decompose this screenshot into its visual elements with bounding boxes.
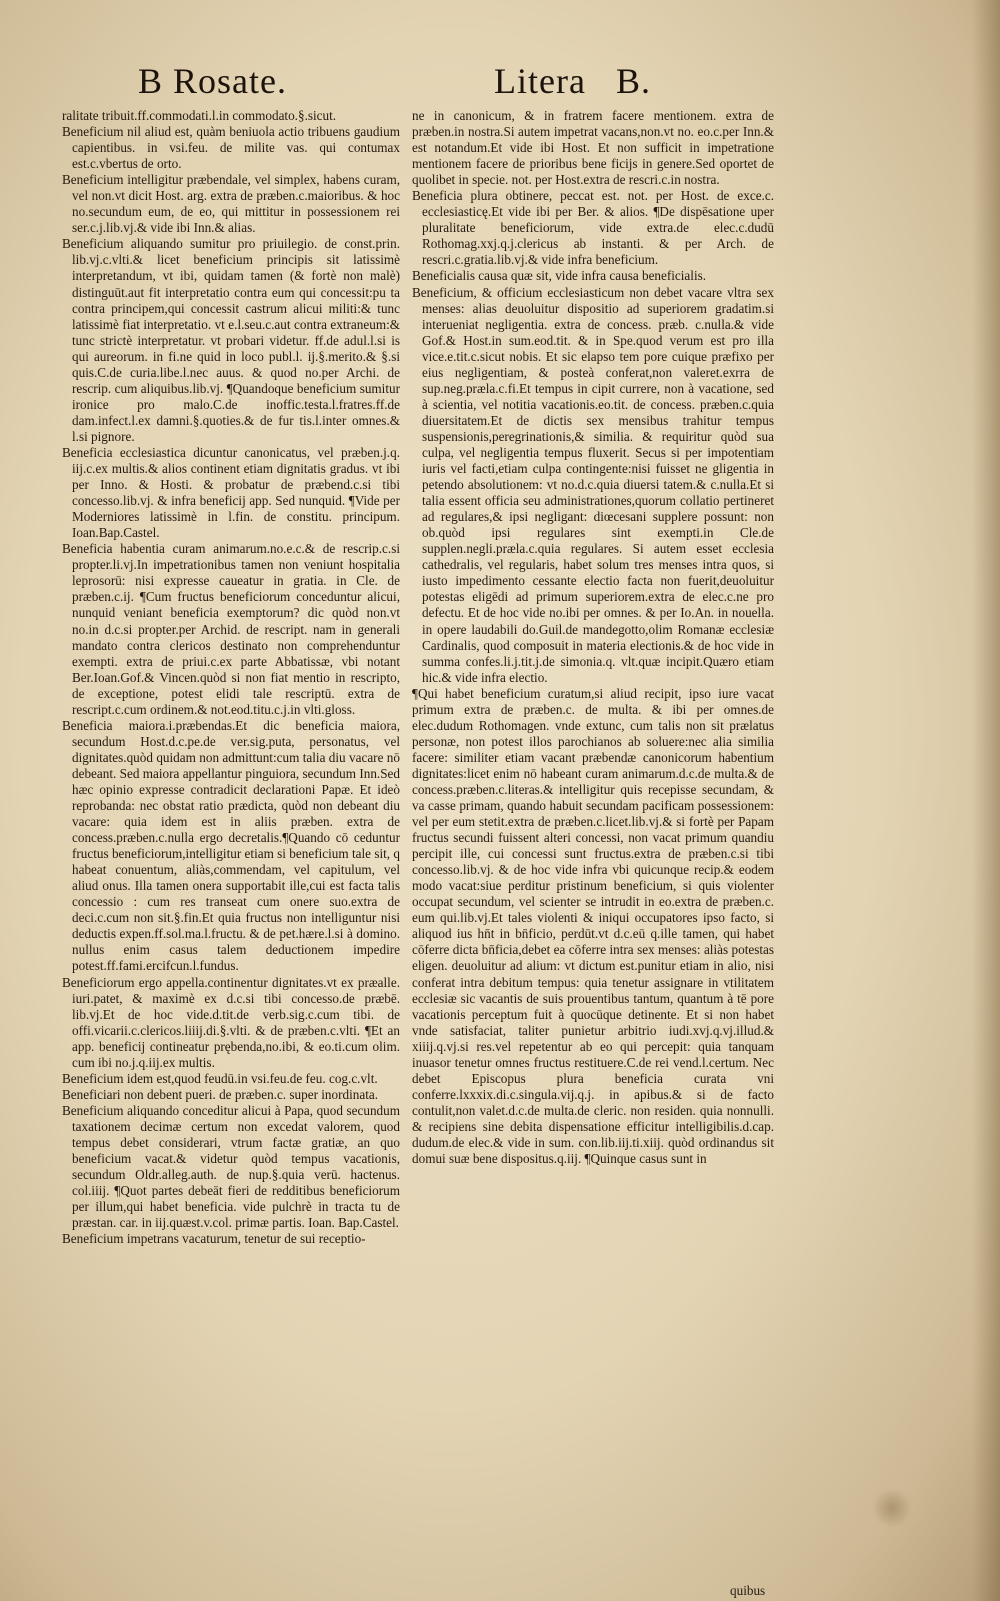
left-entry: Beneficium aliquando conceditur alicui à Papa, quod secundum taxationem decimæ certum non excedat valorem, quod tempus debet considerari, vtrum factæ gratiæ, an quo beneficium vacat.& videtur quòd tempus vacationis, secundum Oldr.alleg.auth. de nup.§.quia verū. hactenus. col.iiij. ¶Quot partes debeāt fieri de redditibus beneficiorum per illum,qui habet beneficia. vide pulchrè in tracta tu de præstan. car. in iij.quæst.v.col. primæ partis. Ioan. Bap.Castel. bbox=[62, 1102, 400, 1231]
left-entry: Beneficiari non debent pueri. de præben.c. super inordinata. bbox=[62, 1086, 379, 1102]
left-entry: Beneficia ecclesiastica dicuntur canonicatus, vel præben.j.q. iij.c.ex multis.& alios continent etiam dignitatis gradus. vt ibi per Inno. & Hosti. & probatur de præbend.c.si tibi concesso.lib.vj. & infra beneficij app. Sed nunquid. ¶Vide per Moderniores latissimè in l.fin. de constitu. principum. Ioan.Bap.Castel. bbox=[62, 444, 400, 541]
running-header bbox=[0, 60, 1000, 104]
right-entry: ne in canonicum, & in fratrem facere mentionem. extra de præben.in nostra.Si autem impetrat vacans,non.vt no. eo.c.per Inn.& est notandum.Et vide ibi Host. Et non sufficit in impetratione mentionem facere de prioribus bene ficijs in genere.Sed oportet de quolibet in specie. not. per Host.extra de rescri.c.in nostra. bbox=[412, 108, 774, 188]
left-entry: Beneficium intelligitur præbendale, vel simplex, habens curam, vel non.vt dicit Host. arg. extra de præben.c.maioribus. & hoc no.secundum eum, de eo, qui mittitur in possessionem rei ser.c.j.lib.vj.& vide ibi Inn.& alias. bbox=[62, 172, 400, 236]
catchword: quibus bbox=[730, 1583, 766, 1598]
left-entry: Beneficia habentia curam animarum.no.e.c.& de rescrip.c.si propter.li.vj.In impetrationibus tamen non veniunt hospitalia leprosorū: nisi expresse caueatur in gratia. in Cle. de præben.c.ij. ¶Cum fructus beneficiorum conceduntur alicui, nunquid veniant beneficia exemptorum? dic quòd non.vt no.in d.c.si propter.per Archid. de rescript. nam in generali mandato contra clericos destinato non comprehenduntur exempti. extra de priui.c.ex parte Abbatissæ, vbi notant Ber.Ioan.Gof.& Vincen.quòd si non fiat mentio in rescripto, de exceptione, potest elidi tale rescriptū. extra de rescript.c.cum ordinem.& not.eod.titu.c.j.in vlti.gloss. bbox=[62, 541, 400, 717]
right-entry: ¶Qui habet beneficium curatum,si aliud recipit, ipso iure vacat primum extra de præben.c. de multa. & ibi per omnes.de elec.dudum Rothomagen. vnde extunc, cum talis non sit prælatus personæ, non potest illos parochianos ab soluere:nec alia similia facere: similiter etiam vacant præbendæ canonicorum habentium dignitates:licet enim nō habeant curam animarum.d.c.de multa.& de concess.præben.c.literas.& intelligitur quis recepisse secundam, & va casse primam, quando habuit secundam pacificam possessionem: vel per eum stetit.extra de præben.c.licet.lib.vj.& si fortè per Papam fructus secundi fuissent alteri concessi, non vacat primum quandiu percipit ille, cui concessi sunt fructus.extra de præben.c.si tibi concesso.lib.vj. & de hoc vide infra vbi quicunque recip.& eodem modo vacat:siue perditur pristinum beneficium, si quis violenter occupat secundum, vel scienter se intrudit in eo.extra de præben.c. eum qui.lib.vj.Et tales violenti & iniqui occupatores ipso facto, si aliquod ius hn̄t in bn̄ficio, perdūt.vt d.c.eū q.ille tamen, qui habet cōferre dicta bn̄ficia,debet ea cōferre intra sex menses: aliàs potestas eligen. deuoluitur ad alium: vt dictum est.punitur etiam in alio, nisi conferat intra debitum tempus: quia tenetur assignare in vtilitatem ecclesiæ sic vacantis de suis prouentibus tantum, quantum à tē pore vacationis perceptum fuit à quocūque detinente. Et si non habet vnde satisfaciat, taliter punietur arbitrio iudi.xvj.q.vj.illud.& xiiij.q.vj.si res.vel repetentur ab eo qui percepit: quia tanquam inuasor tenetur omnes fructus restituere.C.de rei vend.l.certum. Nec debet Episcopus plura beneficia curata vni conferre.lxxxix.di.c.singula.vij.q.j. in apibus.& si de facto contulit,non valet.d.c.de multa.de cleric. non residen. quia nonnulli. & recipiens sine debita dispensatione efficitur intelligibilis.d.cap. dudum.de elec.& vide in sum. con.lib.iij.ti.xiij. quòd ordinandus sit domui suæ bene dispositus.q.iij. ¶Quinque casus sunt in bbox=[412, 685, 774, 1167]
right-column bbox=[412, 108, 774, 1167]
right-entry: Beneficia plura obtinere, peccat est. not. per Host. de exce.c. ecclesiasticę.Et vide ibi per Ber. & alios. ¶De dispēsatione uper pluralitate beneficiorum, vide extra.de elec.c.dudū Rothomag.xxj.q.j.clericus ab instanti. & per Arch. de rescri.c.gratia.lib.vj.& vide infra beneficium. bbox=[412, 188, 774, 268]
left-column bbox=[62, 108, 400, 1247]
left-entry: Beneficia maiora.i.præbendas.Et dic beneficia maiora, secundum Host.d.c.pe.de ver.sig.puta, personatus, vel dignitates.quòd quidam non admittunt:cum talia diu vacare nō debeant. Sed maiora appellantur pinguiora, secundum Inn.Sed hæc opinio expresse contradicit declarationi Papæ. Et ideò reprobanda: nec obstat ratio prædicta, quòd non debeant diu vacare: quia idem est in aliis præben. extra de concess.præben.c.nulla ergo decretalis.¶Quando cō ceduntur fructus beneficiorum,intelligitur etiam si beneficium tale sit, q habeat conuentum, aliàs,commendam, vel capitulum, vel aliud onus. Illa tamen onera supportabit ille,cui est facta talis concessio : cum res transeat cum onere suo.extra de deci.c.cum non sit.§.fin.Et quia fructus non intelliguntur nisi deductis expen.ff.sol.ma.l.fructu. & de pet.hære.l.si à domino. nullus enim casus talem deductionem impedire potest.ff.fami.ercifcun.l.fundus. bbox=[62, 717, 400, 974]
page-edge-shadow bbox=[972, 0, 1000, 1601]
left-entry: Beneficium nil aliud est, quàm beniuola actio tribuens gaudium capientibus. in vsi.feu. de milite vas. qui contumax est.c.vbertus de orto. bbox=[62, 124, 400, 172]
left-entry: Beneficium impetrans vacaturum, tenetur de sui receptio- bbox=[62, 1231, 366, 1247]
left-entry: Beneficium idem est,quod feudū.in vsi.feu.de feu. cog.c.vlt. bbox=[62, 1070, 378, 1086]
header-left: B Rosate. bbox=[138, 61, 287, 101]
left-entry: ralitate tribuit.ff.commodati.l.in commodato.§.sicut. bbox=[62, 108, 337, 123]
left-entry: Beneficiorum ergo appella.continentur dignitates.vt ex præalle. iuri.patet, & maximè ex d.c.si tibi concesso.de præbē. lib.vj.Et de hoc vide.d.tit.de verb.sig.c.cum tibi. de offi.vicarii.c.clericos.liiij.di.§.vlti. & de præben.c.vlti. ¶Et an app. beneficij contineatur prębenda,no.ibi, & eo.ti.cum olim. cum ibi no.j.q.iij.ex multis. bbox=[62, 974, 400, 1070]
left-entry: Beneficium aliquando sumitur pro priuilegio. de const.prin. lib.vj.c.vlti.& licet beneficium principis sit latissimè interpretandum, vt ibi, quidam tamen (& fortè non malè) distinguūt.aut fit interpretatio contra eum qui concessit:pu ta contra principem,qui concessit castrum alicui militi:& tunc latissimè fiat interpretatio. vt e.l.seu.c.aut contra extraneum:& tunc strictè interpretatur. vt probari videtur. ff.de adul.l.si is qui aureorum. in fi.ne quid in loco publ.l. ij.§.merito.& §.si quis.C.de curia.libe.l.nec auus. & quod no.per Archi. de rescrip. cum aliquibus.lib.vj. ¶Quandoque beneficium sumitur ironice pro malo.C.de inoffic.testa.l.fratres.ff.de dam.infect.l.ex damni.§.quoties.& de fur tis.l.inter omnes.& l.si pignore. bbox=[62, 236, 400, 444]
right-entry: Beneficium, & officium ecclesiasticum non debet vacare vltra sex menses: alias deuoluitur dispositio ad superiorem gradatim.si interueniat negligentia. extra de concess. præb. c.nulla.& vide Gof.& Host.in sum.eod.tit. & in Spe.quod verum est pro illa vice.e.tit.c.sicut nobis. Et sic elapso tem pore cuique præfixo per eius negligentiam, & posteà conferat,non valeret.exrra de sup.neg.præla.c.fi.Et tempus in cipit currere, non à vacatione, sed à scientia, vel notitia vacationis.eo.tit. de concess. præben.c.quia diuersitatem.Et de dictis sex mensibus trahitur tempus suspensionis,peregrinationis,& similia. & requiritur quòd sua culpa, vel negligentia tempus fluxerit. Secus si per impotentiam iuris vel facti,etiam culpa contingente:nisi fuisset ne gligentia in petendo absolutionem: vt no.d.c.quia diuersi tatem.& c.nulla.Et si talia essent officia seu administrationes,quorum collatio pertineret ad regulares,& ipsi negligant: diœcesani supplere possunt: non ob.quòd ipsi regulares sint exempti.in Cle.de supplen.negli.præla.c.quia regulares. Si autem esset ecclesia cathedralis, vel regularis, habet solum tres menses intra quos, si iusto impedimento cessante electio facta non fuerit,deuoluitur potestas eligēdi ad primum superiorem.extra de elec.c.ne pro defectu. Et de hoc vide no.ibi per omnes. & per Io.An. in nouella. in opere laudabili do.Guil.de mandegotto,olim Romanæ ecclesiæ Cardinalis, quod composuit in materia electionis.& de hoc vide in summa confes.li.j.tit.j.de simonia.q. vlt.quæ incipit.Quæro etiam hic.& vide infra electio. bbox=[412, 284, 774, 685]
header-right: Litera B. bbox=[494, 61, 651, 101]
paper-stain bbox=[872, 1488, 912, 1528]
right-entry: Beneficialis causa quæ sit, vide infra causa beneficialis. bbox=[412, 268, 707, 284]
